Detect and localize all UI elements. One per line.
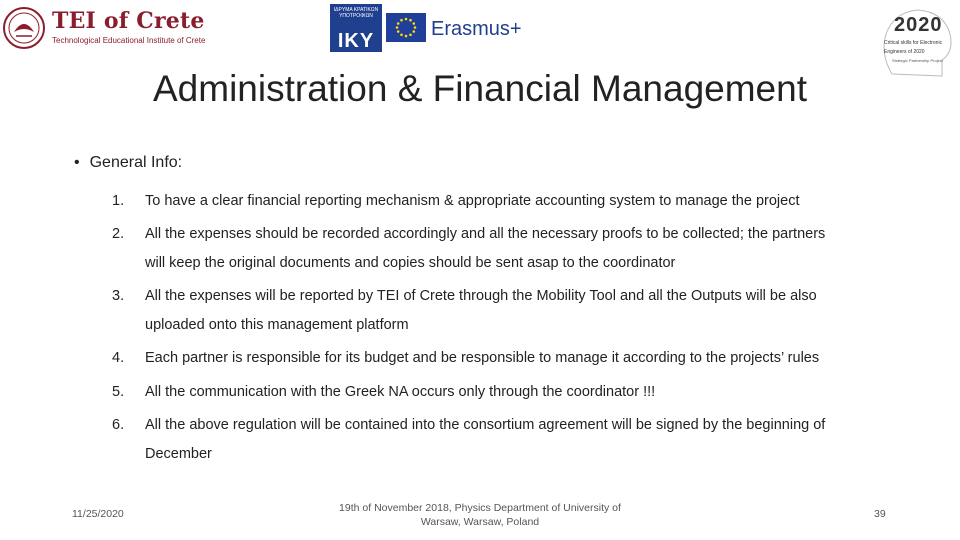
slide-title: Administration & Financial Management (153, 68, 807, 109)
footer-event-line2: Warsaw, Warsaw, Poland (420, 516, 540, 528)
erasmus-plus-logo: Erasmus+ (431, 18, 522, 40)
item-text-line1: Each partner is responsible for its budget and be responsible to manage it according to the projects’ rules (145, 350, 820, 366)
footer-event-line1: 19th of November 2018, Physics Department of University of (339, 502, 621, 514)
bullet-label: General Info: (89, 154, 183, 171)
iky-logo-name: IKY (337, 30, 375, 52)
item-number: 1. (112, 193, 125, 209)
item-number: 4. (112, 350, 125, 366)
tei-seal-icon (2, 6, 46, 50)
footer-date: 11/25/2020 (72, 508, 124, 520)
iky-logo-top-text: ΙΔΡΥΜΑ ΚΡΑΤΙΚΩΝ ΥΠΟΤΡΟΦΙΩΝ (333, 7, 379, 19)
item-number: 2. (112, 226, 125, 242)
tei-logo-name: TEI of Crete (52, 8, 205, 34)
logo-2020-number: 2020 (894, 14, 943, 36)
item-text-line1: All the expenses will be reported by TEI of Crete through the Mobility Tool and all the Outputs will be also (145, 288, 817, 304)
tei-crete-logo (2, 4, 212, 48)
bullet-dot-icon: • (74, 154, 80, 171)
item-text-line2: uploaded onto this management platform (145, 317, 409, 333)
tei-logo-subtitle: Technological Educational Institute of Crete (52, 36, 206, 45)
slide-page-number: 39 (874, 508, 886, 520)
item-number: 6. (112, 417, 125, 433)
item-text-line2: December (145, 446, 212, 462)
item-text-line1: To have a clear financial reporting mechanism & appropriate accounting system to manage the project (145, 193, 800, 209)
item-text-line1: All the communication with the Greek NA occurs only through the coordinator !!! (145, 384, 656, 400)
logo-2020-line3: Strategic Partnership Project (892, 58, 943, 63)
item-number: 5. (112, 384, 125, 400)
iky-logo (330, 4, 382, 52)
item-text-line1: All the expenses should be recorded accordingly and all the necessary proofs to be collected; the partners (145, 226, 826, 242)
logo-2020-line2: Engineers of 2020 (884, 49, 925, 55)
general-info-bullet (74, 154, 182, 172)
item-text-line2: will keep the original documents and copies should be sent asap to the coordinator (145, 255, 676, 271)
item-text-line1: All the above regulation will be contained into the consortium agreement will be signed by the beginning of (145, 417, 826, 433)
logo-2020-line1: Critical skills for Electronic (884, 40, 943, 46)
item-number: 3. (112, 288, 125, 304)
footer-event-info (320, 501, 640, 529)
eu-flag-icon (386, 13, 426, 42)
